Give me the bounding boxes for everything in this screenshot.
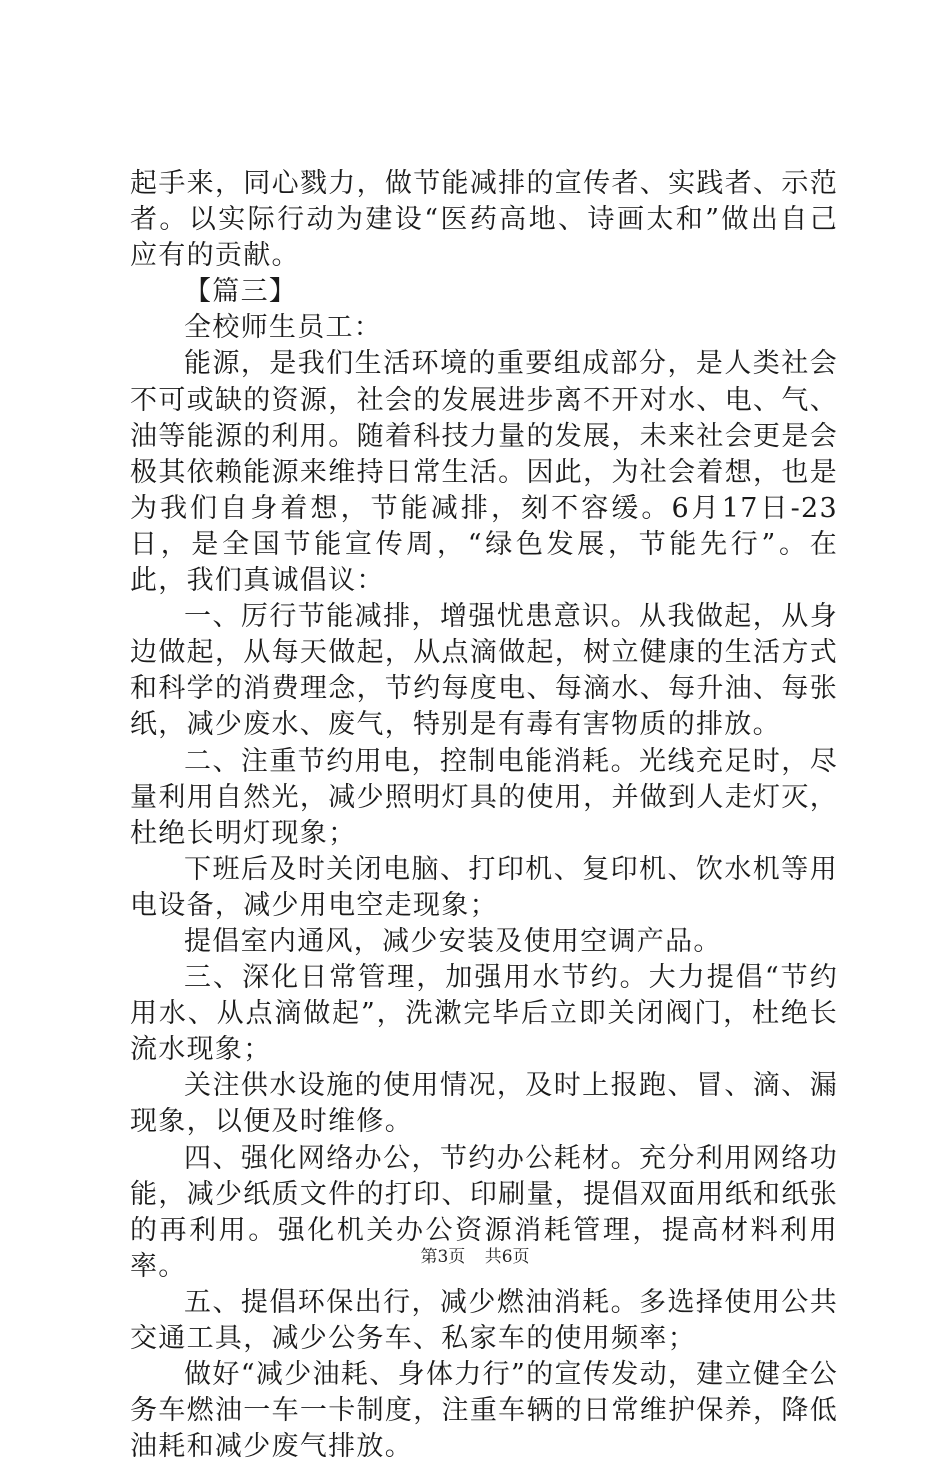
paragraph-item-3-a: 关注供水设施的使用情况，及时上报跑、冒、滴、漏现象，以便及时维修。 bbox=[130, 1070, 838, 1138]
page-footer bbox=[0, 1242, 950, 1267]
paragraph-intro: 能源，是我们生活环境的重要组成部分，是人类社会不可或缺的资源，社会的发展进步离不开对水、电、气、油等能源的利用。随着科技力量的发展，未来社会更是会极其依赖能源来维持日常生活。因此，为社会着想，也是为我们自身着想，节能减排，刻不容缓。6月17日-23日，是全国节能宣传周，“绿色发展，节能先行”。在此，我们真诚倡议： bbox=[130, 348, 838, 597]
paragraph-item-4: 四、强化网络办公，节约办公耗材。充分利用网络功能，减少纸质文件的打印、印刷量，提倡双面用纸和纸张的再利用。强化机关办公资源消耗管理，提高材料利用率。 bbox=[130, 1142, 838, 1282]
page-number-current: 第3页 bbox=[420, 1247, 466, 1267]
page-number-total: 共6页 bbox=[484, 1247, 530, 1267]
paragraph-item-2-b: 提倡室内通风，减少安装及使用空调产品。 bbox=[184, 925, 722, 957]
paragraph-continuation: 起手来，同心戮力，做节能减排的宣传者、实践者、示范者。以实际行动为建设“医药高地、诗画太和”做出自己应有的贡献。 bbox=[130, 168, 838, 272]
salutation: 全校师生员工： bbox=[184, 312, 383, 344]
paragraph-item-1: 一、厉行节能减排，增强忧患意识。从我做起，从身边做起，从每天做起，从点滴做起，树立健康的生活方式和科学的消费理念，节约每度电、每滴水、每升油、每张纸，减少废水、废气，特别是有毒有害物质的排放。 bbox=[130, 601, 838, 741]
document-body bbox=[130, 166, 838, 1465]
section-heading: 【篇三】 bbox=[184, 276, 298, 308]
paragraph-item-2-a: 下班后及时关闭电脑、打印机、复印机、饮水机等用电设备，减少用电空走现象； bbox=[130, 853, 838, 921]
paragraph-item-5: 五、提倡环保出行，减少燃油消耗。多选择使用公共交通工具，减少公务车、私家车的使用频率； bbox=[130, 1286, 838, 1354]
paragraph-item-2: 二、注重节约用电，控制电能消耗。光线充足时，尽量利用自然光，减少照明灯具的使用，并做到人走灯灭，杜绝长明灯现象； bbox=[130, 745, 838, 849]
paragraph-item-5-a: 做好“减少油耗、身体力行”的宣传发动，建立健全公务车燃油一车一卡制度，注重车辆的日常维护保养，降低油耗和减少废气排放。 bbox=[130, 1359, 838, 1463]
paragraph-item-3: 三、深化日常管理，加强用水节约。大力提倡“节约用水、从点滴做起”，洗漱完毕后立即关闭阀门，杜绝长流水现象； bbox=[130, 962, 838, 1066]
